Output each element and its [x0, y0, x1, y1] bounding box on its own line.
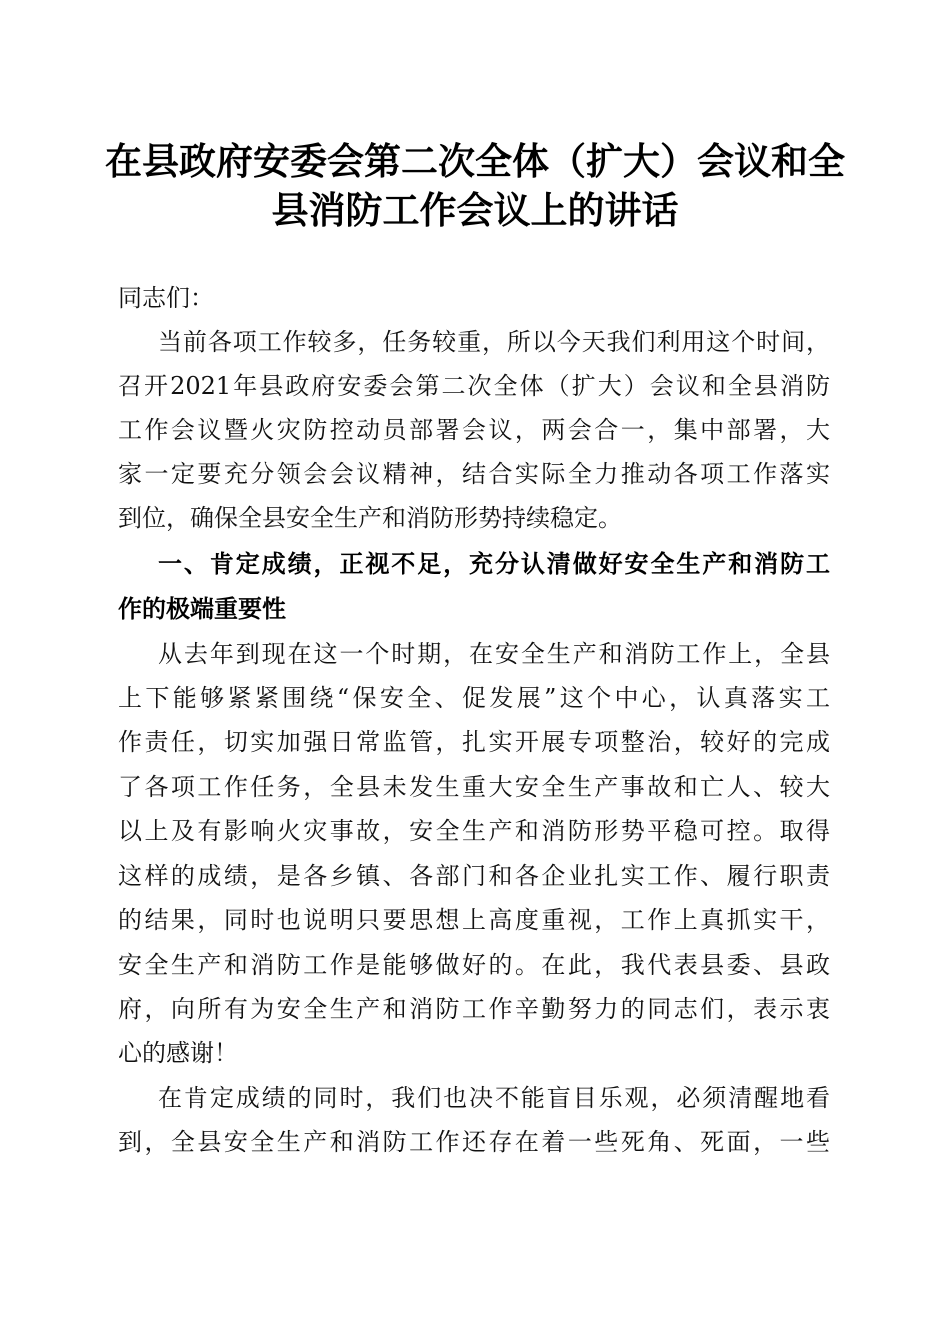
paragraph-2-line-6: 这样的成绩，是各乡镇、各部门和各企业扎实工作、履行职责 — [118, 862, 830, 890]
paragraph-1-line-3: 工作会议暨火灾防控动员部署会议，两会合一，集中部署，大 — [118, 416, 830, 444]
paragraph-2-line-7: 的结果，同时也说明只要思想上高度重视，工作上真抓实干， — [118, 906, 830, 934]
paragraph-2-line-9: 府，向所有为安全生产和消防工作辛勤努力的同志们，表示衷 — [118, 995, 830, 1023]
paragraph-1-line-2: 召开2021年县政府安委会第二次全体（扩大）会议和全县消防 — [118, 372, 830, 400]
document-title-line-2: 县消防工作会议上的讲话 — [271, 188, 679, 232]
paragraph-2-line-8: 安全生产和消防工作是能够做好的。在此，我代表县委、县政 — [118, 951, 830, 979]
section-heading-1-line-1: 一、肯定成绩，正视不足，充分认清做好安全生产和消防工 — [158, 550, 830, 578]
paragraph-3-line-2: 到，全县安全生产和消防工作还存在着一些死角、死面，一些 — [118, 1128, 830, 1156]
paragraph-2-line-10: 心的感谢！ — [118, 1039, 238, 1067]
paragraph-2-line-2: 上下能够紧紧围绕“保安全、促发展”这个中心，认真落实工 — [118, 684, 830, 712]
paragraph-2-line-4: 了各项工作任务，全县未发生重大安全生产事故和亡人、较大 — [118, 773, 830, 801]
paragraph-2-line-5: 以上及有影响火灾事故，安全生产和消防形势平稳可控。取得 — [118, 817, 830, 845]
document-title-line-1: 在县政府安委会第二次全体（扩大）会议和全 — [105, 139, 845, 183]
paragraph-1-line-5: 到位，确保全县安全生产和消防形势持续稳定。 — [118, 504, 622, 532]
paragraph-1-line-4: 家一定要充分领会会议精神，结合实际全力推动各项工作落实 — [118, 460, 830, 488]
paragraph-2-line-3: 作责任，切实加强日常监管，扎实开展专项整治，较好的完成 — [118, 728, 830, 756]
section-heading-1-line-2: 作的极端重要性 — [118, 595, 286, 623]
paragraph-2-line-1: 从去年到现在这一个时期，在安全生产和消防工作上，全县 — [158, 640, 830, 668]
paragraph-1-line-1: 当前各项工作较多，任务较重，所以今天我们利用这个时间， — [158, 328, 830, 356]
paragraph-3-line-1: 在肯定成绩的同时，我们也决不能盲目乐观，必须清醒地看 — [158, 1084, 830, 1112]
salutation: 同志们： — [118, 284, 214, 312]
